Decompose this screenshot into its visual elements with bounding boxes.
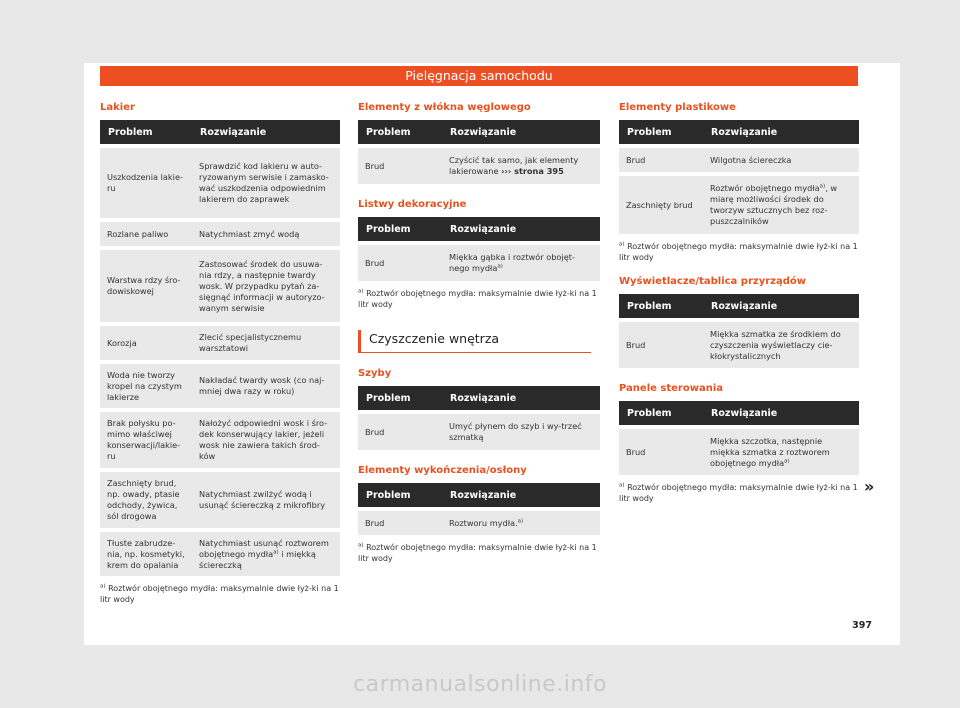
col-header-solution: Rozwiązanie: [192, 120, 340, 146]
table-row: Brud Roztworu mydła.$^{a)}$: [358, 509, 600, 535]
section-title-wyswietlacze: Wyświetlacze/tablica przyrządów: [619, 276, 806, 287]
section-title-lakier: Lakier: [100, 102, 135, 113]
table-row: Brak połysku po-mimo właściwej konserwacji/lakie-ru Nałożyć odpowiedni wosk i śro-dek konserwujący lakier, jeżeli wosk nie zawiera takich środ-ków: [100, 410, 340, 470]
section-title-oslony: Elementy wykończenia/osłony: [358, 465, 527, 476]
table-row: Brud Wilgotna ściereczka: [619, 146, 859, 174]
table-row: Warstwa rdzy śro-dowiskowej Zastosować środek do usuwa-nia rdzy, a następnie twardy wosk. W przypadku pytań za-sięgnąć informacji w autoryzo-wanym serwisie: [100, 248, 340, 324]
footnote: $^{a)}$ Roztwór obojętnego mydła: maksymalnie dwie łyż-ki na 1 litr wody: [100, 583, 339, 604]
table-row: Tłuste zabrudze-nia, np. kosmetyki, krem do opalania Natychmiast usunąć roztworem obojętnego mydła$^{a)}$ i miękką ściereczką: [100, 530, 340, 576]
table-panele: Problem Rozwiązanie Brud Miękka szczotka, następnie miękka szmatka z roztworem obojętnego mydła$^{a)}$: [619, 401, 859, 475]
section-title-szyby: Szyby: [358, 368, 392, 379]
table-szyby: Problem Rozwiązanie Brud Umyć płynem do szyb i wy-trzeć szmatką: [358, 386, 600, 450]
manual-page: [84, 63, 900, 645]
section-title-listwy: Listwy dekoracyjne: [358, 199, 467, 210]
page-title: Pielęgnacja samochodu: [100, 66, 858, 86]
footnote: $^{a)}$ Roztwór obojętnego mydła: maksymalnie dwie łyż-ki na 1 litr wody: [619, 482, 858, 503]
table-row: Brud Miękka gąbka i roztwór obojęt-nego mydła$^{a)}$: [358, 243, 600, 281]
table-row: Zaschnięty brud Roztwór obojętnego mydła$^{a)}$, w miarę możliwości środek do tworzyw sztucznych bez roz-puszczalników: [619, 174, 859, 234]
footnote: $^{a)}$ Roztwór obojętnego mydła: maksymalnie dwie łyż-ki na 1 litr wody: [358, 542, 597, 563]
col-header-problem: Problem: [100, 120, 192, 146]
table-plastik: Problem Rozwiązanie Brud Wilgotna ściereczka Zaschnięty brud Roztwór obojętnego mydła$^{a)}$, w miarę możliwości środek do tworzyw sztucznych bez roz-puszczalników: [619, 120, 859, 234]
table-row: Uszkodzenia lakie-ru Sprawdzić kod lakieru w auto-ryzowanym serwisie i zamasko-wać uszkodzenia odpowiednim lakierem do zaprawek: [100, 146, 340, 220]
table-row: Korozja Zlecić specjalistycznemu warsztatowi: [100, 324, 340, 362]
table-listwy: Problem Rozwiązanie Brud Miękka gąbka i roztwór obojęt-nego mydła$^{a)}$: [358, 217, 600, 281]
column-2: [358, 101, 600, 564]
section-title-plastik: Elementy plastikowe: [619, 102, 736, 113]
table-lakier: [100, 120, 340, 576]
table-carbon: Problem Rozwiązanie Brud Czyścić tak samo, jak elementy lakierowane ››› strona 395: [358, 120, 600, 184]
table-row: Woda nie tworzy kropel na czystym lakierze Nakładać twardy wosk (co naj-mniej dwa razy w roku): [100, 362, 340, 410]
column-3: [619, 101, 859, 504]
table-row: Zaschnięty brud, np. owady, ptasie odchody, żywica, sól drogowa Natychmiast zwilżyć wodą i usunąć ściereczką z mikrofibry: [100, 470, 340, 530]
footnote: $^{a)}$ Roztwór obojętnego mydła: maksymalnie dwie łyż-ki na 1 litr wody: [358, 288, 597, 309]
table-row: Brud Miękka szmatka ze środkiem do czyszczenia wyświetlaczy cie-kłokrystalicznych: [619, 320, 859, 368]
footnote: $^{a)}$ Roztwór obojętnego mydła: maksymalnie dwie łyż-ki na 1 litr wody: [619, 241, 858, 262]
section-heading-interior: Czyszczenie wnętrza: [358, 330, 591, 353]
page-number: 397: [852, 620, 872, 631]
table-wyswietlacze: Problem Rozwiązanie Brud Miękka szmatka ze środkiem do czyszczenia wyświetlaczy cie-kłokrystalicznych: [619, 294, 859, 368]
table-row: Brud Miękka szczotka, następnie miękka szmatka z roztworem obojętnego mydła$^{a)}$: [619, 427, 859, 475]
watermark: carmanualsonline.info: [353, 672, 607, 697]
section-title-carbon: Elementy z włókna węglowego: [358, 102, 531, 113]
footnote-mark: a): [273, 548, 279, 555]
table-row: Brud Czyścić tak samo, jak elementy lakierowane ››› strona 395: [358, 146, 600, 184]
page-reference-link[interactable]: ››› strona 395: [501, 166, 564, 176]
continue-next-page-icon: »: [864, 477, 875, 496]
column-1: [100, 101, 340, 605]
table-row: Rozlane paliwo Natychmiast zmyć wodą: [100, 220, 340, 248]
section-title-panele: Panele sterowania: [619, 383, 723, 394]
table-oslony: Problem Rozwiązanie Brud Roztworu mydła.$^{a)}$: [358, 483, 600, 535]
table-row: Brud Umyć płynem do szyb i wy-trzeć szmatką: [358, 412, 600, 450]
